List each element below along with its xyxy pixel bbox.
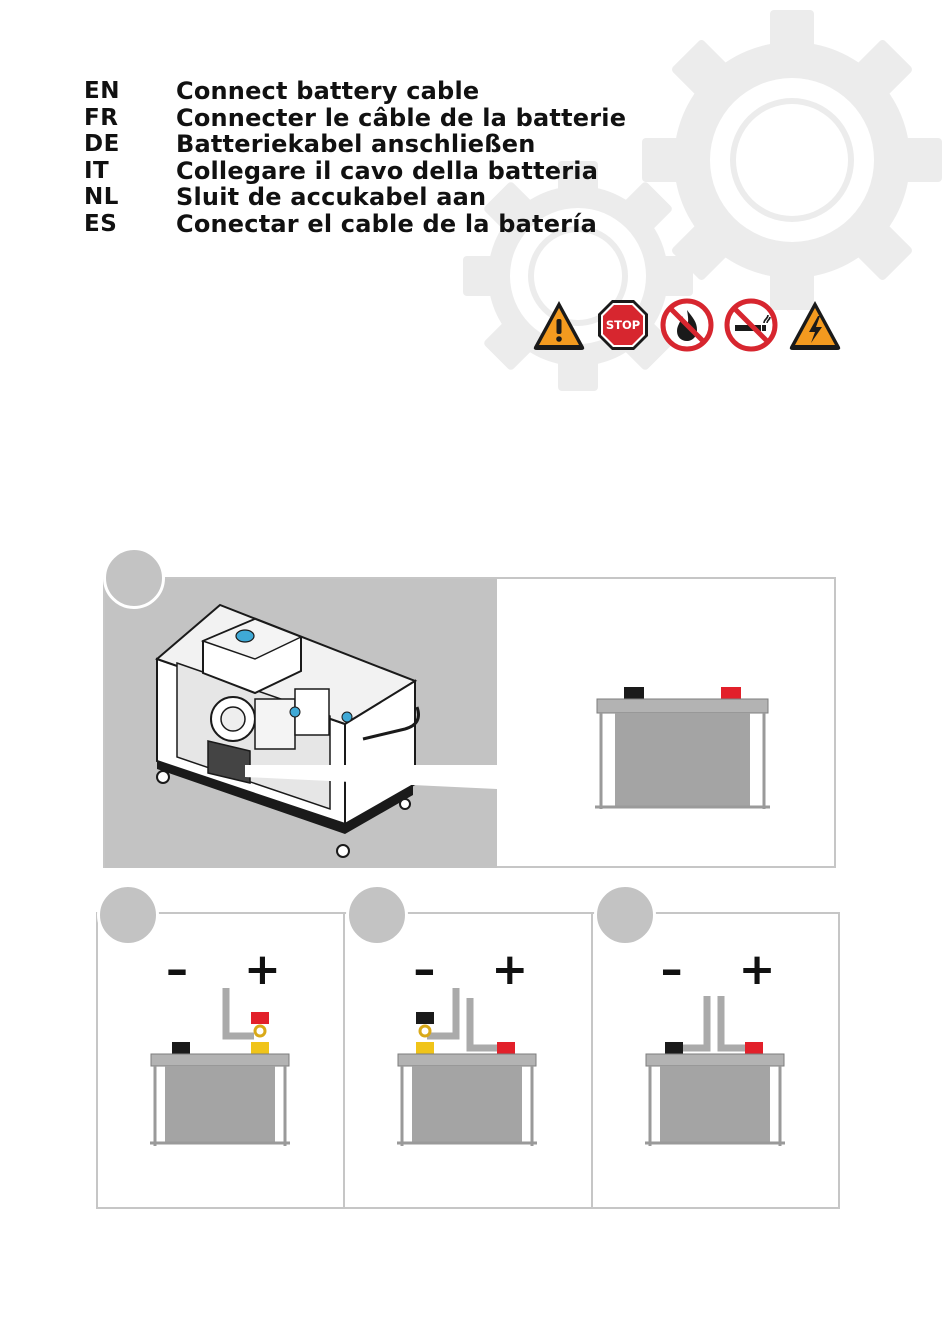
language-row-de	[84, 131, 626, 158]
plus-symbol: +	[738, 944, 776, 995]
negative-terminal	[172, 1042, 190, 1054]
battery-lid	[597, 699, 768, 713]
instruction-text: Conectar el cable de la batería	[176, 209, 598, 238]
language-code: EN	[84, 78, 120, 105]
step-4-panel	[591, 914, 838, 1207]
instruction-languages	[84, 78, 626, 237]
language-code: ES	[84, 210, 118, 237]
step-2-panel	[98, 914, 343, 1207]
instruction-text: Sluit de accukabel aan	[176, 183, 487, 212]
language-code: FR	[84, 104, 119, 131]
language-row-en	[84, 78, 626, 105]
hazard-icons	[532, 298, 842, 352]
language-row-it	[84, 158, 626, 185]
negative-terminal	[665, 1042, 683, 1054]
step-1-panel	[103, 577, 836, 868]
stop-sign-label: STOP	[605, 318, 641, 332]
positive-terminal	[497, 1042, 515, 1054]
no-smoking-icon	[724, 298, 778, 352]
instruction-text: Connecter le câble de la batterie	[176, 103, 627, 132]
negative-terminal	[624, 687, 644, 699]
positive-terminal	[721, 687, 741, 699]
terminal-clamp	[251, 1042, 269, 1054]
step-1-marker	[103, 547, 165, 609]
step-3-panel	[343, 914, 590, 1207]
terminal-clamp	[416, 1042, 434, 1054]
step-3-marker	[346, 884, 408, 946]
battery-body	[615, 713, 750, 806]
instruction-text: Collegare il cavo della batteria	[176, 156, 599, 185]
instruction-text: Connect battery cable	[176, 77, 480, 106]
minus-symbol: –	[413, 944, 436, 995]
stop-sign-icon	[596, 298, 650, 352]
step-2-marker	[97, 884, 159, 946]
minus-symbol: –	[166, 944, 188, 995]
battery-connect-negative-illustration	[397, 984, 539, 1146]
language-row-nl	[84, 184, 626, 211]
generator-illustration-area	[105, 579, 497, 868]
steps-row	[96, 912, 840, 1209]
instruction-text: Batteriekabel anschließen	[176, 130, 536, 159]
warning-triangle-icon	[532, 298, 586, 352]
battery-connect-positive-illustration	[150, 984, 292, 1146]
electrical-hazard-icon	[788, 298, 842, 352]
positive-terminal	[251, 1012, 269, 1024]
language-code: DE	[84, 131, 120, 158]
language-row-es	[84, 211, 626, 238]
language-code: IT	[84, 157, 110, 184]
generator-illustration	[105, 579, 497, 868]
language-code: NL	[84, 184, 119, 211]
negative-terminal	[416, 1012, 434, 1024]
plus-symbol: +	[491, 944, 529, 995]
positive-terminal	[745, 1042, 763, 1054]
minus-symbol: –	[660, 944, 683, 995]
step-4-marker	[594, 884, 656, 946]
language-row-fr	[84, 105, 626, 132]
battery-overview-illustration	[595, 681, 770, 811]
battery-connected-illustration	[645, 984, 787, 1146]
plus-symbol: +	[244, 944, 281, 995]
no-open-flame-icon	[660, 298, 714, 352]
